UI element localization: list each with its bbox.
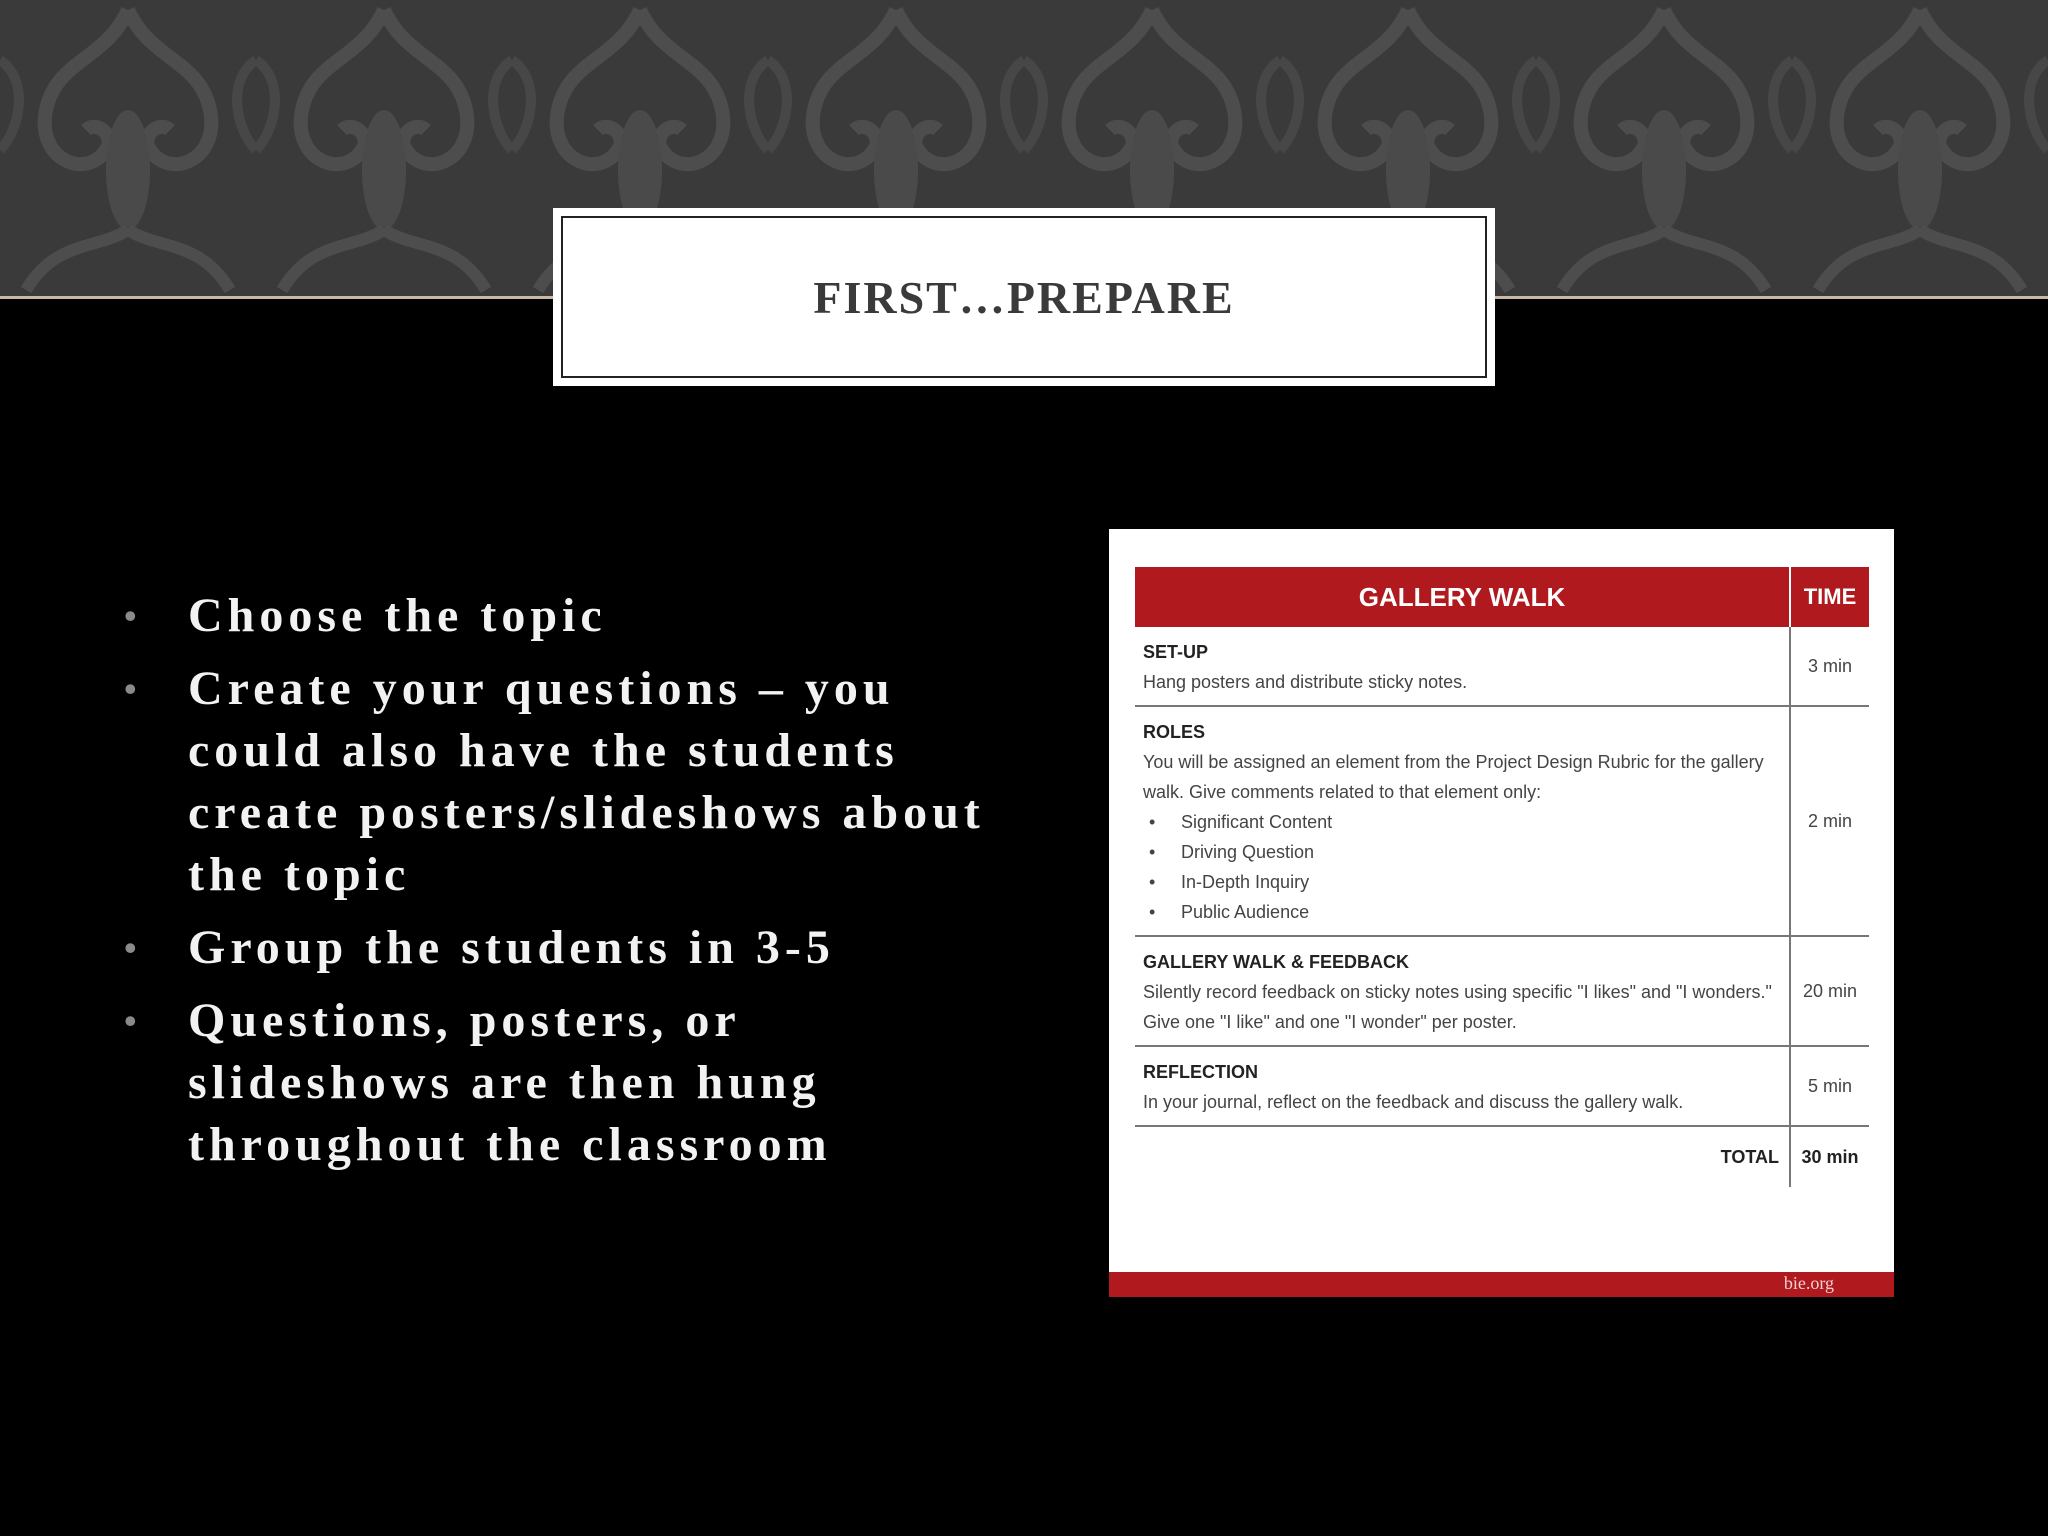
source-text: bie.org xyxy=(1783,1273,1834,1293)
bullet-text: Questions, posters, or slideshows are then hung throughout the classroom xyxy=(188,994,832,1171)
row-text: Hang posters and distribute sticky notes. xyxy=(1143,672,1468,692)
bullet-icon: • xyxy=(124,928,137,968)
table-cell-activity xyxy=(1135,707,1791,935)
table-row xyxy=(1135,707,1869,937)
row-label: REFLECTION xyxy=(1143,1062,1258,1082)
table-total-row xyxy=(1135,1127,1869,1187)
bullet-icon: • xyxy=(124,596,137,636)
table-row xyxy=(1135,1047,1869,1127)
title-box xyxy=(555,210,1493,384)
row-time: 20 min xyxy=(1802,980,1858,1001)
role-item: • Driving Question xyxy=(1143,837,1781,867)
bullet-list xyxy=(120,585,1000,1187)
row-time: 5 min xyxy=(1807,1075,1852,1096)
row-label: GALLERY WALK & FEEDBACK xyxy=(1143,952,1410,972)
row-time: 3 min xyxy=(1807,655,1852,676)
table-cell-activity xyxy=(1135,937,1791,1045)
bullet-text: Group the students in 3-5 xyxy=(188,921,835,974)
table-cell-activity xyxy=(1135,627,1791,705)
total-value: 30 min xyxy=(1801,1146,1859,1167)
slide-title: FIRST…PREPARE xyxy=(813,271,1235,323)
role-item: • Significant Content xyxy=(1143,807,1781,837)
row-text: Silently record feedback on sticky notes using specific "I likes" and "I wonders." Give one "I like" and one "I wonder" per poster. xyxy=(1143,982,1772,1032)
title-frame xyxy=(561,216,1487,378)
total-label: TOTAL xyxy=(1135,1127,1791,1187)
table-row xyxy=(1135,937,1869,1047)
bullet-icon: • xyxy=(124,1001,137,1041)
table-row xyxy=(1135,627,1869,707)
table-header xyxy=(1135,567,1869,627)
gallery-walk-table xyxy=(1135,567,1869,1187)
row-text: In your journal, reflect on the feedback and discuss the gallery walk. xyxy=(1143,1092,1684,1112)
bullet-text: Create your questions – you could also have the students create posters/slideshows about the topic xyxy=(188,662,985,901)
row-text: You will be assigned an element from the Project Design Rubric for the gallery walk. Give comments related to that element only: xyxy=(1143,752,1764,802)
bullet-item xyxy=(120,658,1000,906)
bullet-item xyxy=(120,990,1000,1176)
bullet-icon: • xyxy=(124,669,137,709)
bullet-item xyxy=(120,917,1000,979)
gallery-walk-image xyxy=(1109,529,1894,1297)
row-label: SET-UP xyxy=(1143,642,1209,662)
bullet-text: Choose the topic xyxy=(188,589,607,642)
source-footer xyxy=(1109,1272,1894,1297)
table-header-time: TIME xyxy=(1803,584,1857,609)
role-item: • Public Audience xyxy=(1143,897,1781,927)
bullet-item xyxy=(120,585,1000,647)
table-header-title: GALLERY WALK xyxy=(1135,567,1791,627)
row-time: 2 min xyxy=(1807,810,1852,831)
role-list xyxy=(1143,807,1781,927)
row-label: ROLES xyxy=(1143,722,1206,742)
table-cell-activity xyxy=(1135,1047,1791,1125)
role-item: • In-Depth Inquiry xyxy=(1143,867,1781,897)
